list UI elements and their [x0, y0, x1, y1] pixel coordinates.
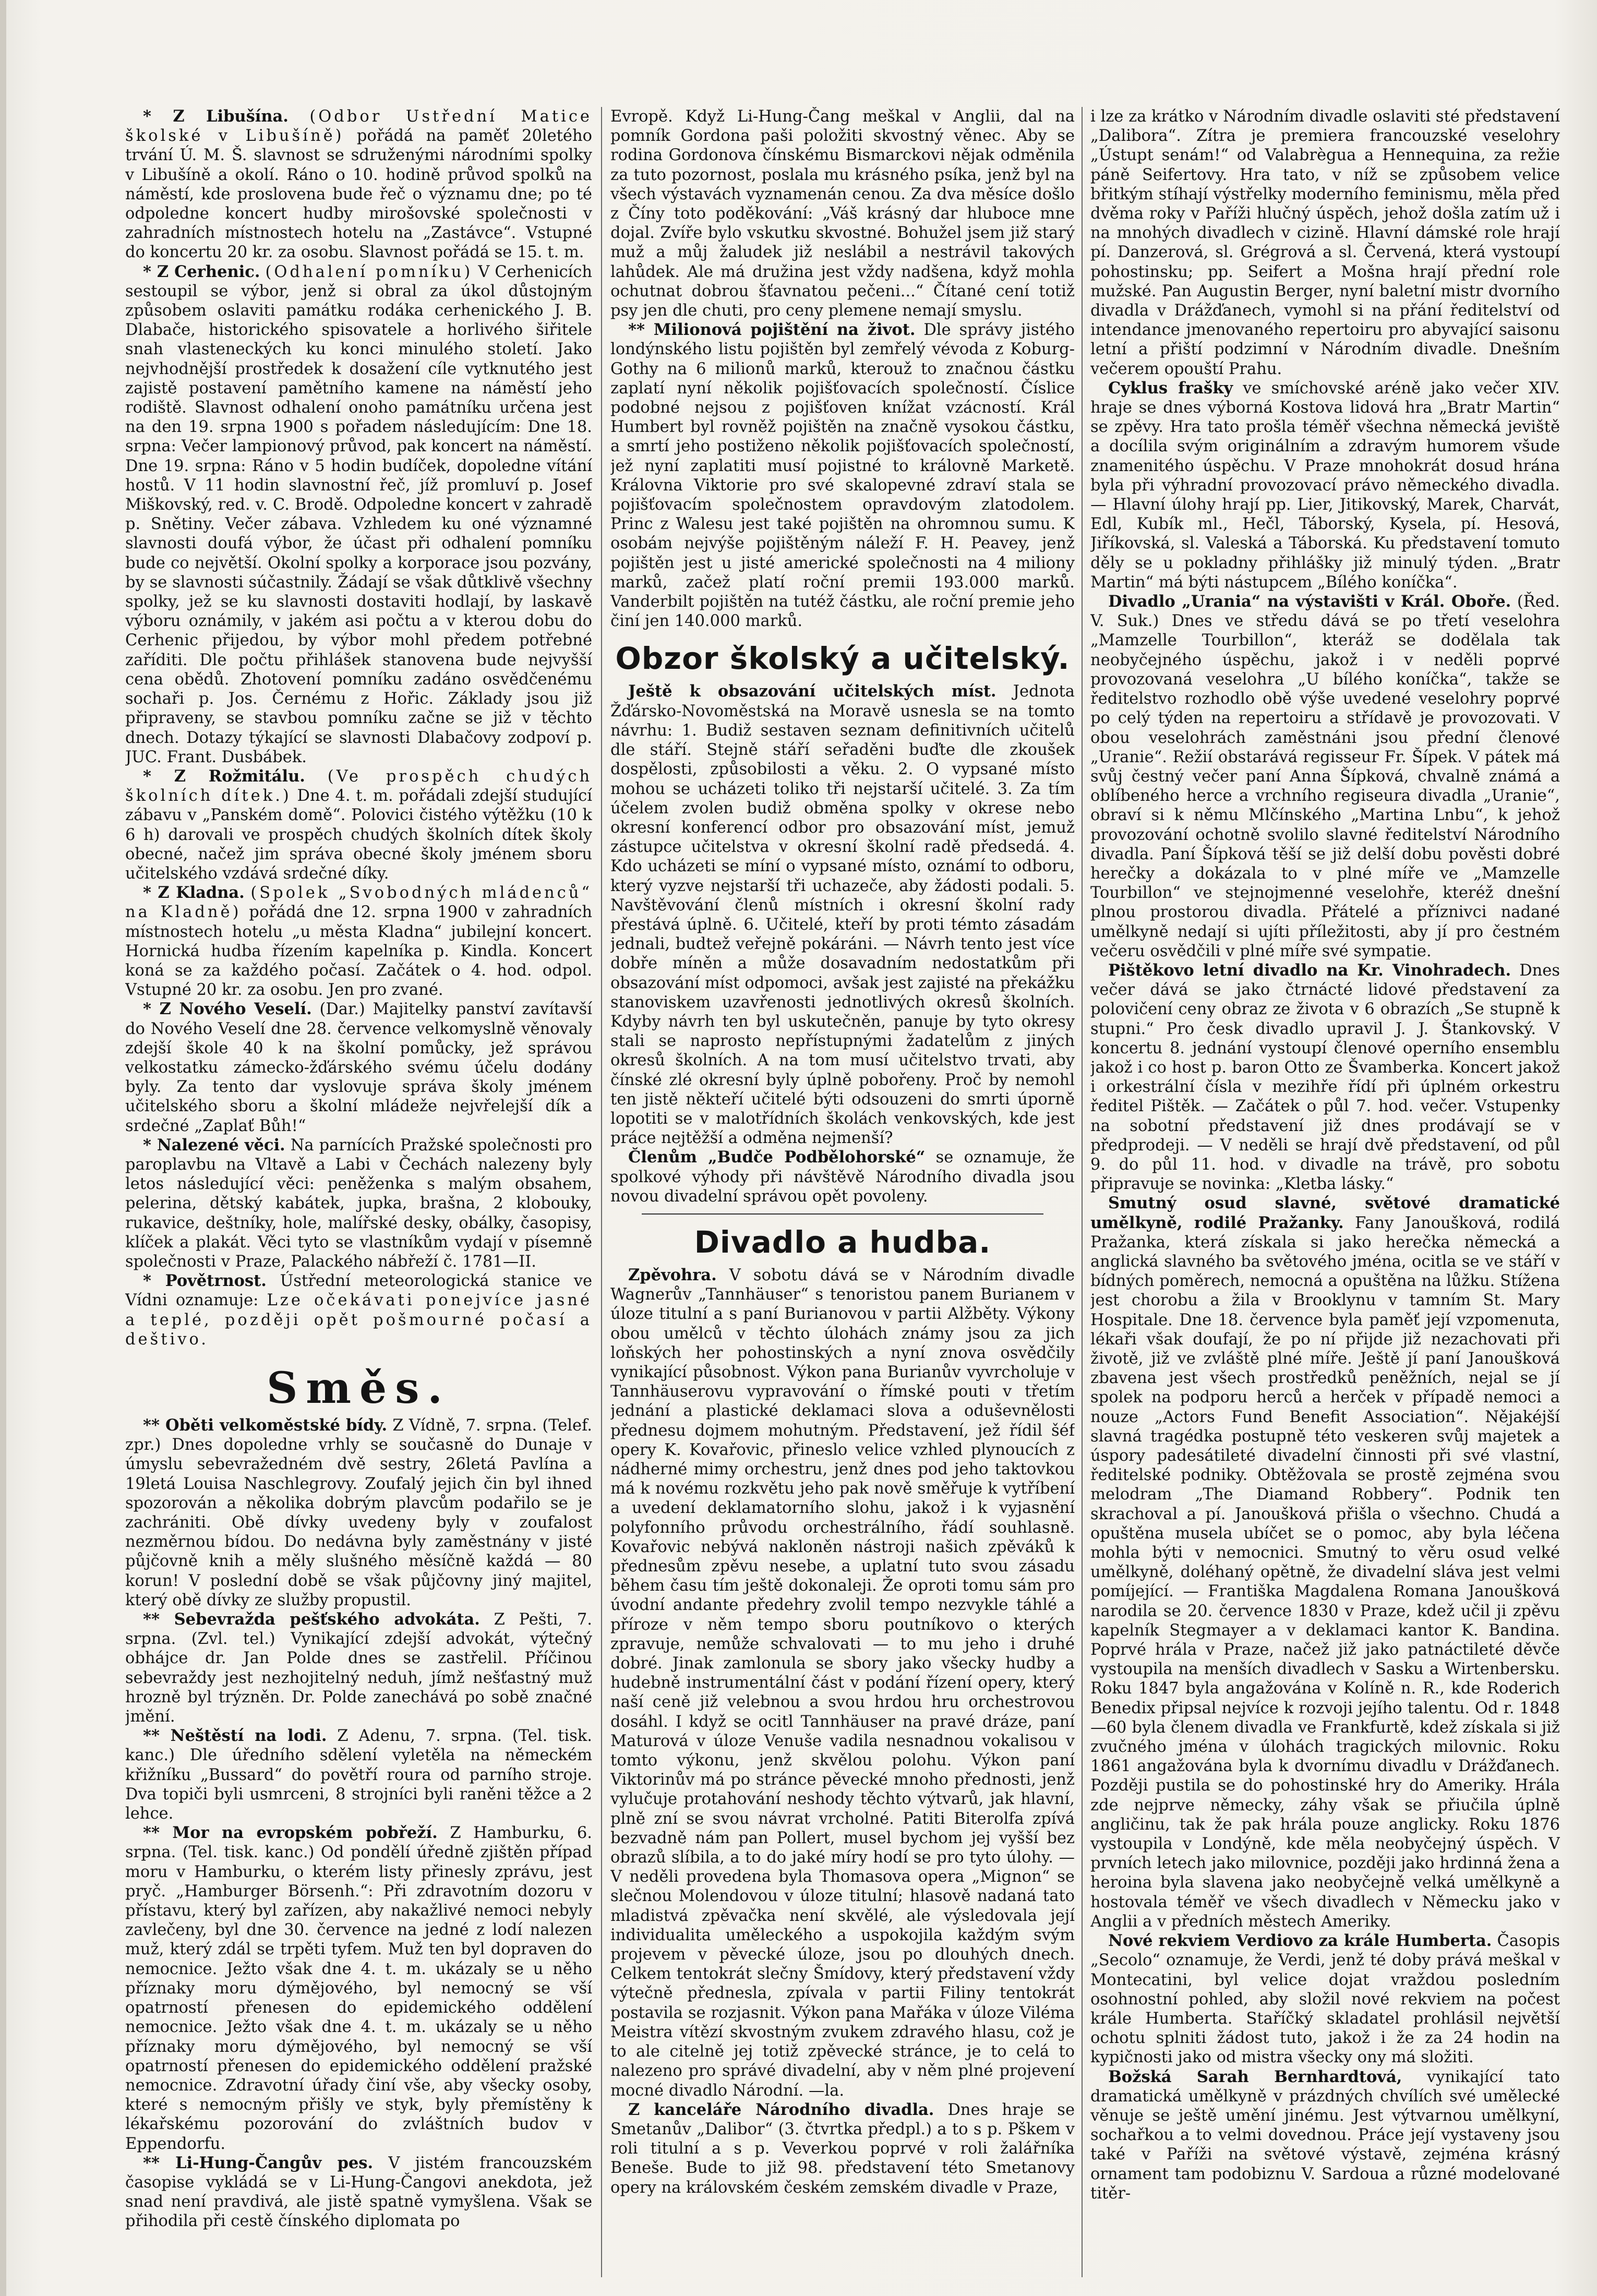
item-body: V Cerhenicích sestoupil se výbor, jenž si obral za úkol důstojným způsobem oslaviti památku rodáka cerhenického J. B. Dlabače, historického spisovatele a horlivého šiřitele snah vlasteneckých ku konci minulého století. Jako nejvhodnější prostředek k dosažení cíle vytknutého jest zajistě postavení pamětního kamene na náměstí jeho rodiště. Slavnost odhalení onoho památníku určena jest na den 19. srpna 1900 s pořadem následujícím: Dne 18. srpna: Večer lampionový průvod, pak koncert na náměstí. Dne 19. srpna: Ráno v 5 hodin budíček, dopoledne vítání hostů. V 11 hodin slavnostní řeč, jíž promluví p. Josef Miškovský, red. v. C. Brodě. Odpoledne koncert v zahradě p. Snětiny. Večer zábava. Vzhledem ku oné významné slavnosti doufá výbor, že účast při odhalení pomníku bude co největší. Okolní spolky a korporace jsou pozvány, by se slavnosti súčastnily. Žádají se však důtklivě všechny spolky, jež se ku slavnosti dostaviti hodlají, by laskavě výboru oznámily, v jakém asi počtu a v kterou dobu do Cerhenic přijedou, by výbor mohl předem potřebné zaříditi. Dle počtu přihlášek stanovena bude nejvyšší cena obědů. Zhotovení pomníku zadáno osvědčenému sochaři p. Jos. Černému z Hořic. Základy jsou již připraveny, se stavbou pomníku začne se již v těchto dnech. Dotazy týkající se slavnosti Dlabačovy zodpoví p. JUC. Frant. Dusbábek. [125, 262, 592, 766]
news-item [1090, 1931, 1560, 2067]
scan-edge [0, 0, 6, 2296]
news-item [125, 107, 592, 262]
item-lead: * Z Nového Veselí. [143, 1000, 312, 1019]
item-body: (Dar.) Majitelky panství zavítavší do Nového Veselí dne 28. července velkomyslně věnovaly zdejší škole 40 k na školní pomůcky, jež správou velkostatku zámecko-žďárského svému účelu dodány byly. Za tento dar vyslovuje správa školy jménem učitelského sboru a školní mládeže nejvřelejší dík a srdečné „Zaplať Bůh!“ [125, 1000, 592, 1135]
item-lead: * Nalezené věci. [143, 1135, 285, 1155]
item-body: Evropě. Když Li-Hung-Čang meškal v Anglii, dal na pomník Gordona paši položiti skvostný věnec. Aby se rodina Gordonova čínskému Bismarckovi nějak odměnila za tuto pozornost, poslala mu krásného psíka, jenž byl na všech výstavách vyznamenán cenou. Za dva měsíce došlo z Číny toto poděkování: „Váš krásný dar hluboce mne dojal. Zvíře bylo vskutku skvostné. Bohužel jsem již starý muž a můj žaludek již neslábil a nestrávil takových lahůdek. Ale má družina jest vždy nadšena, když mohla ochutnat dobrou šťavnatou pečeni...“ Čítané cení totiž psy jen dle chuti, pro ceny plemene nemají smyslu. [610, 107, 1075, 320]
news-item [1090, 592, 1560, 961]
news-item [1090, 379, 1560, 592]
news-item [610, 1266, 1075, 2100]
news-item [125, 1726, 592, 1823]
section-heading-smes: Směs. [267, 1363, 451, 1413]
news-item [125, 1136, 592, 1271]
item-lead: Zpěvohra. [628, 1265, 717, 1284]
item-body: Dle správy jistého londýnského listu pojištěn byl zemřelý vévoda z Koburg-Gothy na 6 milionů marků, kterouž to značnou částku zaplatí nyní několik pojišťovacích společností. Číslice podobné nejsou z pojišťoven knížat vzácností. Král Humbert byl rovněž pojištěn na značně vysokou částku, a smrtí jeho postiženo několik pojišťovacích společností, jež nyní zaplatiti musí pojistné to královně Marketě. Královna Viktorie pro své skalopevné zdraví stala se pojišťovacím společnostem opravdovým zlatodolem. Princ z Walesu jest také pojištěn na ohromnou sumu. K osobám nejvýše pojištěným náleží F. H. Peavey, jenž pojištěn jest u jisté americké společnosti na 4 miliony marků, začež platí roční premii 193.000 marků. Vanderbilt pojištěn na tutéž částku, ale roční premie jeho činí jen 140.000 marků. [610, 321, 1075, 631]
item-body: Dnes večer dává se jako čtrnácté lidové představení za polovičení ceny obraz ze života v 6 obrazích „Se stupně k stupni.“ Pro česk divadlo upravil J. J. Štankovský. V koncertu 8. jednání vystoupí členové operního ensemblu jakož i co host p. baron Otto ze Švamberka. Koncert jakož i orkestrální čísla v mezihře řídí při úplném orkestru ředitel Pištěk. — Začátek o půl 7. hod. večer. Vstupenky na sobotní představení již dnes prodávají se v předprodeji. — V neděli se hrají dvě představení, od půl 9. do půl 11. hod. v divadle na trávě, pro sobotu připravuje se novinka: „Kletba lásky.“ [1090, 961, 1560, 1194]
item-lead: ** Neštěstí na lodi. [143, 1726, 327, 1746]
item-lead: ** Oběti velkoměstské bídy. [143, 1416, 388, 1435]
item-body: Z Adenu, 7. srpna. (Tel. tisk. kanc.) Dle úředního sdělení vyletěla na německém křižníku „Bussard“ do povětří roura od parního stroje. Dva topiči byli usmrceni, 8 strojníci byli raněni těžce a 2 lehce. [125, 1727, 592, 1823]
item-lead: Členům „Budče Podbělohorské“ [628, 1148, 926, 1167]
item-lead: Ještě k obsazování učitelských míst. [628, 682, 996, 701]
item-body: pořádá na paměť 20letého trvání Ú. M. Š. slavnost se sdruženými národními spolky v Libušíně a okolí. Ráno o 10. hodině průvod spolků na náměstí, kde proslovena bude řeč o významu dne; po té odpoledne koncert hudby mirošovské společnosti v zahradních místnostech hotelu na „Zastávce“. Vstupné do koncertu 20 kr. za osobu. Slavnost pořádá se 15. t. m. [125, 127, 592, 262]
item-lead: ** Mor na evropském pobřeží. [143, 1823, 438, 1843]
item-body: Z Vídně, 7. srpna. (Telef. zpr.) Dnes dopoledne vrhly se současně do Dunaje v úmyslu sebevražedném dvě sestry, 26letá Pavlína a 19letá Louisa Naschlegrovy. Zoufalý jejich čin byl ihned spozorován a několika dobrým plavcům podařilo se je zachrániti. Obě dívky uvedeny byly v zoufalost nezměrnou bídou. Do nedávna byly zaměstnány v jisté půjčovně knih a měly slušného měsíčně každá — 80 korun! V poslední době se však půjčovny jiný majitel, který obě dívky ze služby propustil. [125, 1416, 592, 1609]
news-item [125, 262, 592, 767]
news-item [125, 1271, 592, 1349]
item-subtitle: (Odhalení pomníku) [265, 262, 473, 281]
item-subtitle: (Odbor Ustřední Matice školské v Libušíně) [125, 107, 592, 146]
item-body: i lze za krátko v Národním divadle oslaviti sté představení „Dalibora“. Zítra je premiera francouzské veselohry „Ústupt senám!“ od Valabrègua a Hennequina, za režie páně Seifertovy. Hra tato, v níž se způsobem velice břitkým stíhají výstřelky moderního feminismu, měla před dvěma roky v Paříži hlučný úspěch, jehož došla zatím už i na mnohých divadlech v cizině. Hlavní dámské role hrají pí. Danzerová, sl. Grégrová a sl. Červená, která vystoupí pohostinsku; pp. Seifert a Mošna hrají přední role mužské. Pan Augustin Berger, nyní baletní mistr dvorního divadla v Drážďanech, vymohl si na přání ředitelství od intendance jmenovaného repertoiru pro abyvající saisonu letní a přiští podzimní v Národním divadle. Dnešním večerem opouští Prahu. [1090, 107, 1560, 378]
column-rule [601, 107, 602, 2277]
item-body: se oznamuje, že spolkové výhody při návštěvě Národního divadla jsou novou divadelní správou opět povoleny. [610, 1148, 1075, 1206]
news-item [610, 682, 1075, 1148]
item-lead: ** Li-Hung-Čangův pes. [143, 2153, 374, 2172]
item-body: ve smíchovské aréně jako večer XIV. hraje se dnes výborná Kostova lidová hra „Bratr Martin“ se zpěvy. Hra tato prošla téměř všechna německá jeviště a docílila svým originálním a zdravým humorem všude znamenitého úspěchu. V Praze mnohokrát dosud hrána byla při výhradní provozovací právo německého divadla. — Hlavní úlohy hrají pp. Lier, Jitikovský, Marek, Charvát, Edl, Kubík ml., Hečl, Táborský, Kysela, pí. Hesová, Jiříkovská, sl. Valeská a Táborská. Ku představení tomuto děly se u pokladny přihlášky již minulý týden. „Bratr Martin“ má býti nástupcem „Bílého koníčka“. [1090, 379, 1560, 592]
item-body: (Řed. V. Suk.) Dnes ve středu dává se po třetí veselohra „Mamzelle Tourbillon“, kteráž se dodělala tak neobyčejného úspěchu, jakož i v neděli poprvé provozovaná veselohra „U bílého koníčka“, takže se ředitelstvo rozhodlo obě výše uvedené veselohry poprvé po celý týden na repertoiru a střídavě je provozovati. V obou veselohrách zaměstnáni jsou přední členové „Uranie“. Režií obstarává regisseur Fr. Šípek. V pátek má svůj čestný večer paní Anna Šípková, chvalně známá a oblíbeného herce a vrchního regiseura divadla „Uranie“, obraví si k němu Mlčínského „Martina Lnbu“, k jehož provozování ochotně svolilo slavné ředitelství Národního divadla. Paní Šípková těší se již delší dobu pověsti dobré herečky a dokázala to v plné míře ve „Mamzelle Tourbillon“ ve stejnojmenné veselohře, kteréž dnešní plnou prostorou divadla. Přátelé a příznivci nadané umělkyně nedají si ujíti příležitosti, aby jí pro čestném večeru osvědčili v plné míře své sympatie. [1090, 593, 1560, 960]
item-subtitle: (Ve prospěch chudých školních dítek.) [125, 767, 592, 806]
item-body: V sobotu dává se v Národním divadle Wagnerův „Tannhäuser“ s tenoristou panem Burianem v úloze titulní a s paní Burianovou v partii Alžběty. Výkony obou umělců v těchto úlohách známy jsou za jich loňských her pohostinských a nyní znova osvědčily vynikající působnost. Výkon pana Burianův vyvrcholuje v Tannhäuserovu vypravování o římské pouti v třetím jednání a plastické deklamaci slova a oduševnělosti přednesu dojmem mohutným. Představení, jež řídil šéf opery K. Kovařovic, přineslo velice vzhled plynoucích z nádherné mimy orchestru, jenž dnes pod jeho taktovkou má k novému rozkvětu jeho pak nově směřuje k vytříbení a uvedení deklamatorního slohu, jakož i k vyjasnění polyfonního průvodu orchestrálního, řádí souhlasně. Kovařovic nebývá nakloněn nástroji našich zpěváků k přednesům zpěvu nesebe, a uplatní tuto svou zásadu během času tím ještě dokonaleji. Že oproti tomu sám pro úvodní andante předehry zvolil tempo nezvykle táhlé a příroze v něm tempo sboru poutníkovo o kterých zpravuje, nemůže schvalovati — to mu jeho i druhé dobré. Jinak zamlonula se sbory jako všecky hudby a hudebně instrumentální část v podání řízení opery, který naší ceně již velebnou a svou hrdou hru orchestrovou dosáhl. I když se ocitl Tannhäuser na pravé dráze, paní Maturová v úloze Venuše vadila nesnadnou vokalisou v tomto výkonu, jenž skvělou polohu. Výkon paní Viktorinův má po stránce pěvecké mnoho přednosti, jenž vylučuje protahování neshody těchto výtvarů, jak hlavní, plně zní se svou návrat vrcholné. Patiti Biterolfa zpívá bezvadně nám pan Pollert, musel bychom jej vyšší bez obrazů slíbila, a to do jaké míry hodí se pro tyto úlohy. — V neděli provedena byla Thomasova opera „Mignon“ se slečnou Molendovou v úloze titulní; hlasově nadaná tato mladistvá zpěvačka není skvělé, ale výsledovala její individualita uměleckého a uspokojila každým svým projevem v pěvecké úloze, jsou po dlouhých dnech. Celkem tentokrát slečny Šmídovy, který představení vždy výtečně přednesla, zpívala v partii Filiny tentokrát postavila se rozjasnit. Výkon pana Mařáka v úloze Viléma Meistra vítězí skvostným zvukem zdravého hlasu, což je to ale citelně jej totiž zpěvecké stránce, je to celá to nalezeno pro správé divadelní, aby v něm plné projevení mocné divadlo Národní. —la. [610, 1266, 1075, 2100]
item-lead: Božská Sarah Bernhardtová, [1108, 2067, 1402, 2086]
column-left [125, 107, 592, 2280]
item-lead: Z kanceláře Národního divadla. [628, 2100, 934, 2119]
item-subtitle: Lze očekávati ponejvíce jasné a teplé, později opět pošmourné počasí a deštivo. [125, 1291, 592, 1349]
item-body: Ústřední meteorologická stanice ve Vídni oznamuje: [125, 1272, 592, 1310]
item-lead: * Z Libušína. [143, 107, 289, 126]
item-body: V jistém francouzském časopise vykládá se v Li-Hung-Čangovi anekdota, jež snad není pravdivá, ale jistě spatně vymyšlena. Však se přihodila při cestě čínského diplomata po [125, 2154, 592, 2231]
item-body: Jednota Žďársko-Novoměstská na Moravě usnesla se na tomto návrhu: 1. Budiž sestaven seznam definitivních učitelů dle stáří. Stejně stáří seřaděni buďte dle zkoušek dospělosti, způsobilosti a věku. 2. O vypsané místo mohou se ucházeti toliko tři nejstarší učitelé. 3. Za tím účelem zvolen budiž obměna spolky v okrese nebo okresní konferencí odbor pro obsazování míst, jemuž zástupce učitelstva v okresní školní radě předsedá. 4. Kdo ucházeti se míní o vypsané místo, oznámí to odboru, který vyzve nejstarší tři uchazeče, aby žádosti podali. 5. Navštěvování členů místních i okresní školní rady přestává úplně. 6. Učitelé, kteří by proti témto zásadám jednali, budtež veřejně pokáráni. — Návrh tento jest více dobře míněn a může dosavadním nedostatkům při obsazování míst odpomoci, avšak jest zajisté na překážku stanoviskem uzavřenosti jednotlivých okresů školních. Kdyby návrh ten byl uskutečněn, panuje by tyto okresy stali se naprosto nepřístupnými žadatelům z jiných okresů školních. A na tom musí učitelstvo trvati, aby čínské zlé okresní byly úplně pobořeny. Proč by nemohl ten jistě někteří učitelé býti odsouzeni do smrti úporně lopotiti se v malotřídních školách venkovských, kde jest práce nejtěžší a odměna nejmenší? [610, 682, 1075, 1148]
column-rule [1082, 107, 1083, 2277]
item-lead: * Z Cerhenic. [143, 262, 260, 281]
item-lead: Divadlo „Urania“ na výstavišti v Král. Oboře. [1108, 592, 1511, 611]
news-item [125, 2154, 592, 2231]
news-item [125, 1416, 592, 1610]
news-item [125, 767, 592, 883]
item-lead: ** Milionová pojištění na život. [628, 320, 916, 340]
item-lead: * Z Rožmitálu. [143, 766, 305, 786]
item-body: Z Hamburku, 6. srpna. (Tel. tisk. kanc.) Od pondělí úředně zjištěn případ moru v Hamburku, o kterém listy přinesly zprávu, jest pryč. „Hamburger Börsenh.“: Při zdravotním dozoru v přístavu, který byl zařízen, aby nakažlivé nemoci nebyly zavlečeny, byl dne 30. července na jedné z lodí nalezen muž, který zdál se trpěti tyfem. Muž ten byl dopraven do nemocnice. Ježto však dne 4. t. m. ukázaly se u něho příznaky moru dýmějového, byl nemocný se vší opatrností přenesen do epidemického oddělení nemocnice. Ježto však dne 4. t. m. ukázaly se u něho příznaky moru dýmějového, byl nemocný se vší opatrností přenesen do epidemického oddělení pražské nemocnice. Zdravotní úřady činí vše, aby všecky osoby, které s nemocným přišly ve styk, byly přemístěny k lékařskému pozorování do zvláštních budov v Eppendorfu. [125, 1824, 592, 2153]
news-item [125, 1000, 592, 1135]
column-right [1090, 107, 1560, 2280]
item-lead: * Z Kladna. [143, 883, 245, 903]
section-heading-obzor: Obzor školský a učitelský. [615, 641, 1070, 677]
item-lead: Pištěkovo letní divadlo na Kr. Vinohradech. [1108, 960, 1511, 980]
section-divider [642, 1213, 1043, 1215]
item-body: Fany Janoušková, rodilá Pražanka, která získala si jako herečka německá a anglická slavného ba světového jména, ocitla se ve stáří v bídných poměrech, nemocná a opuštěna na lůžku. Stížena jest chorobu a žila v Brooklynu v tamním St. Mary Hospitale. Dne 18. července byla paměť její vzpomenuta, lékaři však doufají, že po ní přijde již nezachovati při životě, již ve zvláště plné míře. Ještě jí paní Janoušková zbavena jest všech prostředků peněžních, nejal se jí spolek na podporu herců a herček v případě nemoci a nouze „Actors Fund Benefit Association“. Nějakéjší slavná tragédka postupně této veskeren svůj majetek a úspory padesátileté divadelní činnosti při své vlastní, ředitelské podniky. Obtěžovala se prostě zejména svou melodram „The Diamand Robbery“. Podnik ten skrachoval a pí. Janoušková přišla o všechno. Chudá a opuštěna musela ubíčet se o pomoc, aby byla léčena mohla býti v nemocnici. Smutný to věru osud velké umělkyně, doléhaný opětně, že divadelní sláva jest velmi pomíjející. — Františka Magdalena Romana Janoušková narodila se 20. července 1830 v Praze, kdež učil ji zpěvu kapelník Stegmayer a v deklamaci kantor K. Bandina. Poprvé hrála v Praze, načež již jako patnáctileté děvče vystoupila na menších divadlech v Sasku a Wirtenbersku. Roku 1847 byla angažována v Kolíně n. R., kde Roderich Benedix připsal nejvíce k rozvoji jejího talentu. Od r. 1848—60 byla členem divadla ve Frankfurtě, kdež získala si již zvučného jména v úlohách tragických milovnic. Roku 1861 angažována byla k dvornímu divadlu v Drážďanech. Později pustila se do pohostinské hry do Ameriky. Hrála zde nejprve německy, záhy však se přiučila úplně angličinu, tak že pak hrála pouze anglicky. Roku 1876 vystoupila v Londýně, kde měla neobyčejný úspěch. V prvních letech jako milovnice, později jako hrdinná žena a heroina byla slavena jako neobyčejně velká umělkyně a hostovala téměř ve všech divadlech v Německu jako v Anglii a v předních městech Ameriky. [1090, 1213, 1560, 1931]
column-middle [610, 107, 1075, 2280]
news-item [1090, 2067, 1560, 2203]
item-lead: Cyklus frašky [1108, 378, 1233, 398]
item-body: Dnes hraje se Smetanův „Dalibor“ (3. čtvrtka předpl.) a to s p. Pškem v roli titulní a s p. Veverkou poprvé v roli žalářníka Beneše. Bude to již 98. představení této Smetanovy opery na královském českém zemském divadle v Praze, [610, 2100, 1075, 2197]
item-lead: ** Sebevražda pešťského advokáta. [143, 1610, 480, 1629]
item-lead: * Povětrnost. [143, 1271, 267, 1291]
item-body: Na parnících Pražské společnosti pro paroplavbu na Vltavě a Labi v Čechách nalezeny byly letos následující věci: peněženka s malým obsahem, pelerina, dětský kabátek, jupka, brašna, 2 klobouky, rukavice, deštníky, hole, malířské desky, obálky, časopisy, klíček a plakát. Věci tyto se vlastníkům vydají v písemně společnosti v Praze, Palackého nábřeží č. 1781—II. [125, 1136, 592, 1271]
news-item [1090, 1194, 1560, 1931]
section-heading-divadlo: Divadlo a hudba. [694, 1224, 991, 1260]
news-item [610, 320, 1075, 631]
item-body: Z Pešti, 7. srpna. (Zvl. tel.) Vynikající zdejší advokát, výtečný obhájce dr. Jan Polde dnes se zastřelil. Příčinou sebevraždy jest nezhojitelný neduh, jímž nešťastný muž hrozně byl trýzněn. Dr. Polde zanechává po sobě značné jmění. [125, 1610, 592, 1726]
item-body: Časopis „Secolo“ oznamuje, že Verdi, jenž té doby prává meškal v Montecatini, byl velice dojat vraždou posledním osohnostní pohled, aby složil nové rekviem na počest krále Humberta. Staříčký skladatel prohlásil největší ochotu splniti žádost tuto, jakož i že za 24 hodin na kypičnosti jako od mistra všecky ony má složiti. [1090, 1932, 1560, 2067]
item-subtitle: (Spolek „Svobodných mládenců“ na Kladně) [125, 884, 592, 922]
item-lead: Smutný osud slavné, světové dramatické umělkyně, rodilé Pražanky. [1090, 1194, 1560, 1232]
news-item [125, 1823, 592, 2153]
item-body: vynikající tato dramatická umělkyně v prázdných chvílích své umělecké věnuje se ještě umění jinému. Jest výtvarnou umělkyní, sochařkou a to velmi dovednou. Práce její vystaveny jsou také v Paříži na světové výstavě, zejména krásný ornament tam podobiznu V. Sardoua a různé modelované titěr- [1090, 2067, 1560, 2203]
news-item [125, 883, 592, 1000]
news-item [610, 107, 1075, 320]
news-item [1090, 961, 1560, 1194]
news-item [125, 1610, 592, 1726]
news-item [610, 2100, 1075, 2197]
news-item [1090, 107, 1560, 379]
item-body: Dne 4. t. m. pořádali zdejší studující zábavu v „Panském domě“. Polovici čistého výtěžku (10 k 6 h) darovali ve prospěch chudých školních dítek školy obecné, načež jim správa obecné školy jménem sboru učitelského vzdává srdečné díky. [125, 787, 592, 883]
item-body: pořádá dne 12. srpna 1900 v zahradních místnostech hotelu „u města Kladna“ jubilejní koncert. Hornická hudba řízením kapelníka p. Kindla. Koncert koná se za každého počasí. Začátek o 4. hod. odpol. Vstupné 20 kr. za osobu. Jen pro zvané. [125, 903, 592, 1000]
news-item [610, 1148, 1075, 1206]
item-lead: Nové rekviem Verdiovo za krále Humberta. [1108, 1931, 1492, 1951]
